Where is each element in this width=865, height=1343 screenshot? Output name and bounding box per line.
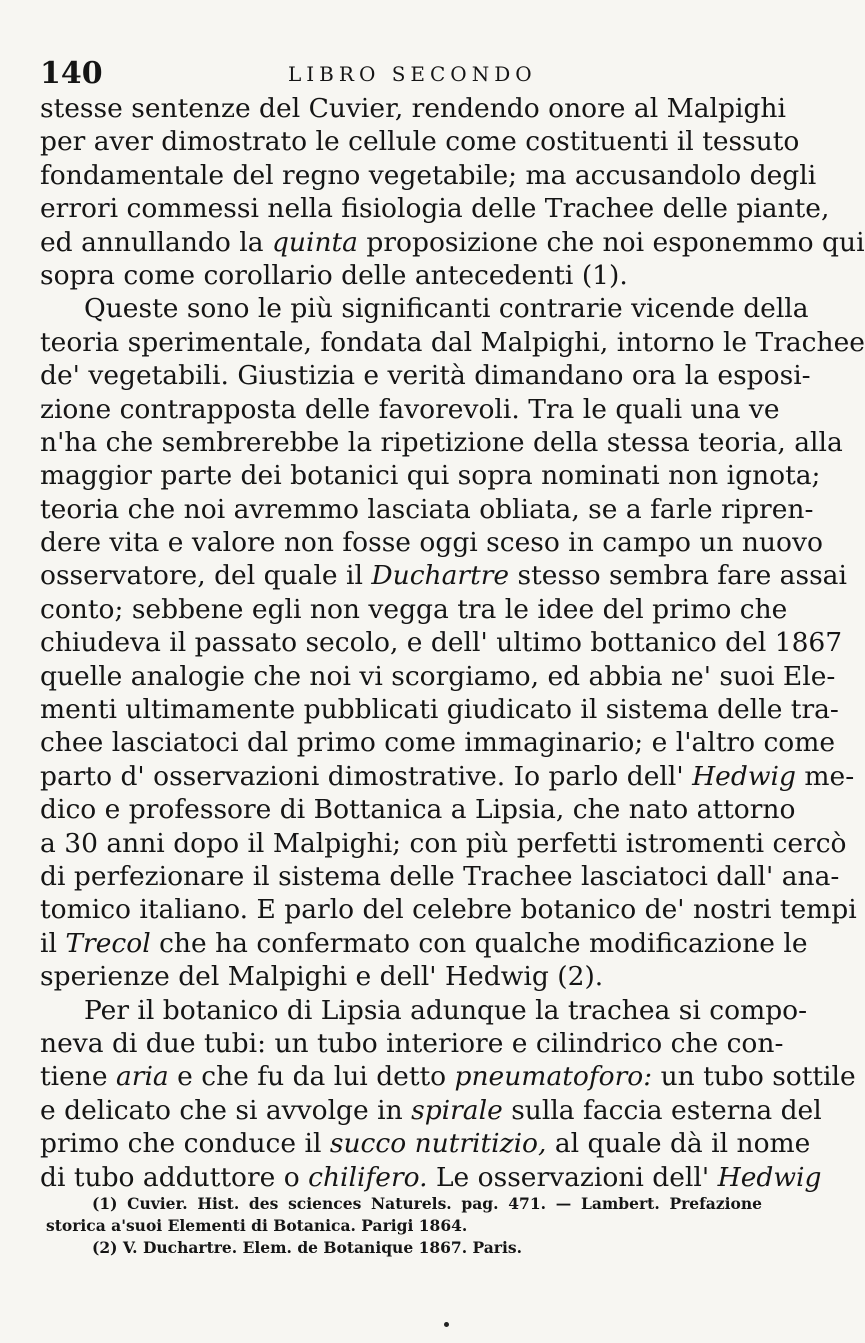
text-line: fondamentale del regno vegetabile; ma accusandolo degli [40,159,817,191]
text-line: teoria sperimentale, fondata dal Malpighi, intorno le Trachee [40,326,865,358]
page-mark [444,1322,449,1327]
footnote-1-line-1: (1) Cuvier. Hist. des sciences Naturels. pag. 471. — Lambert. Prefazione [92,1194,762,1213]
text-line: menti ultimamente pubblicati giudicato il sistema delle tra- [40,694,839,726]
body-text [40,92,865,1194]
text-line: errori commessi nella fisiologia delle Trachee delle piante, [40,193,830,225]
text-line: teoria che noi avremmo lasciata obliata, se a farle ripren- [40,493,814,525]
text-line: chiudeva il passato secolo, e dell' ultimo bottanico del 1867 [40,627,843,659]
text-line: stesse sentenze del Cuvier, rendendo onore al Malpighi [40,93,786,124]
text-line: tomico italiano. E parlo del celebre botanico de' nostri tempi [40,894,857,926]
text-line: ed annullando la quinta proposizione che noi esponemmo qui [40,226,865,258]
text-line: tiene aria e che fu da lui detto pneumatoforo: un tubo sottile [40,1061,856,1093]
text-line: a 30 anni dopo il Malpighi; con più perfetti istromenti cercò [40,827,847,859]
footnotes [46,1193,762,1259]
text-line: chee lasciatoci dal primo come immaginario; e l'altro come [40,727,836,759]
footnote-2: (2) V. Duchartre. Elem. de Botanique 1867. Paris. [92,1238,522,1257]
text-line: sperienze del Malpighi e dell' Hedwig (2). [40,961,604,993]
text-line: quelle analogie che noi vi scorgiamo, ed abbia ne' suoi Ele- [40,660,836,692]
text-line: Queste sono le più significanti contrarie vicende della [84,293,809,325]
text-line: il Trecol che ha confermato con qualche modificazione le [40,927,808,959]
running-head: LIBRO SECONDO [288,62,537,86]
text-line: e delicato che si avvolge in spirale sulla faccia esterna del [40,1094,822,1126]
footnote-1-line-2: storica a'suoi Elementi di Botanica. Parigi 1864. [46,1216,468,1235]
text-line: neva di due tubi: un tubo interiore e cilindrico che con- [40,1027,784,1059]
text-line: Per il botanico di Lipsia adunque la trachea si compo- [84,994,808,1026]
text-line: osservatore, del quale il Duchartre stesso sembra fare assai [40,560,847,592]
text-line: zione contrapposta delle favorevoli. Tra le quali una ve [40,393,780,425]
text-line: conto; sebbene egli non vegga tra le idee del primo che [40,593,788,625]
page-header [40,52,760,92]
text-line: dere vita e valore non fosse oggi sceso in campo un nuovo [40,527,823,559]
text-line: parto d' osservazioni dimostrative. Io parlo dell' Hedwig me- [40,760,855,792]
text-line: di perfezionare il sistema delle Trachee lasciatoci dall' ana- [40,860,840,892]
text-line: n'ha che sembrerebbe la ripetizione della stessa teoria, alla [40,426,843,458]
text-line: primo che conduce il succo nutritizio, al quale dà il nome [40,1128,811,1160]
text-line: dico e professore di Bottanica a Lipsia, che nato attorno [40,794,796,826]
text-line: de' vegetabili. Giustizia e verità dimandano ora la esposi- [40,360,811,392]
text-line: di tubo adduttore o chilifero. Le osservazioni dell' Hedwig [40,1161,822,1193]
text-line: maggior parte dei botanici qui sopra nominati non ignota; [40,460,821,492]
page-number: 140 [40,56,103,91]
text-line: per aver dimostrato le cellule come costituenti il tessuto [40,126,800,158]
text-line: sopra come corollario delle antecedenti (1). [40,259,628,291]
